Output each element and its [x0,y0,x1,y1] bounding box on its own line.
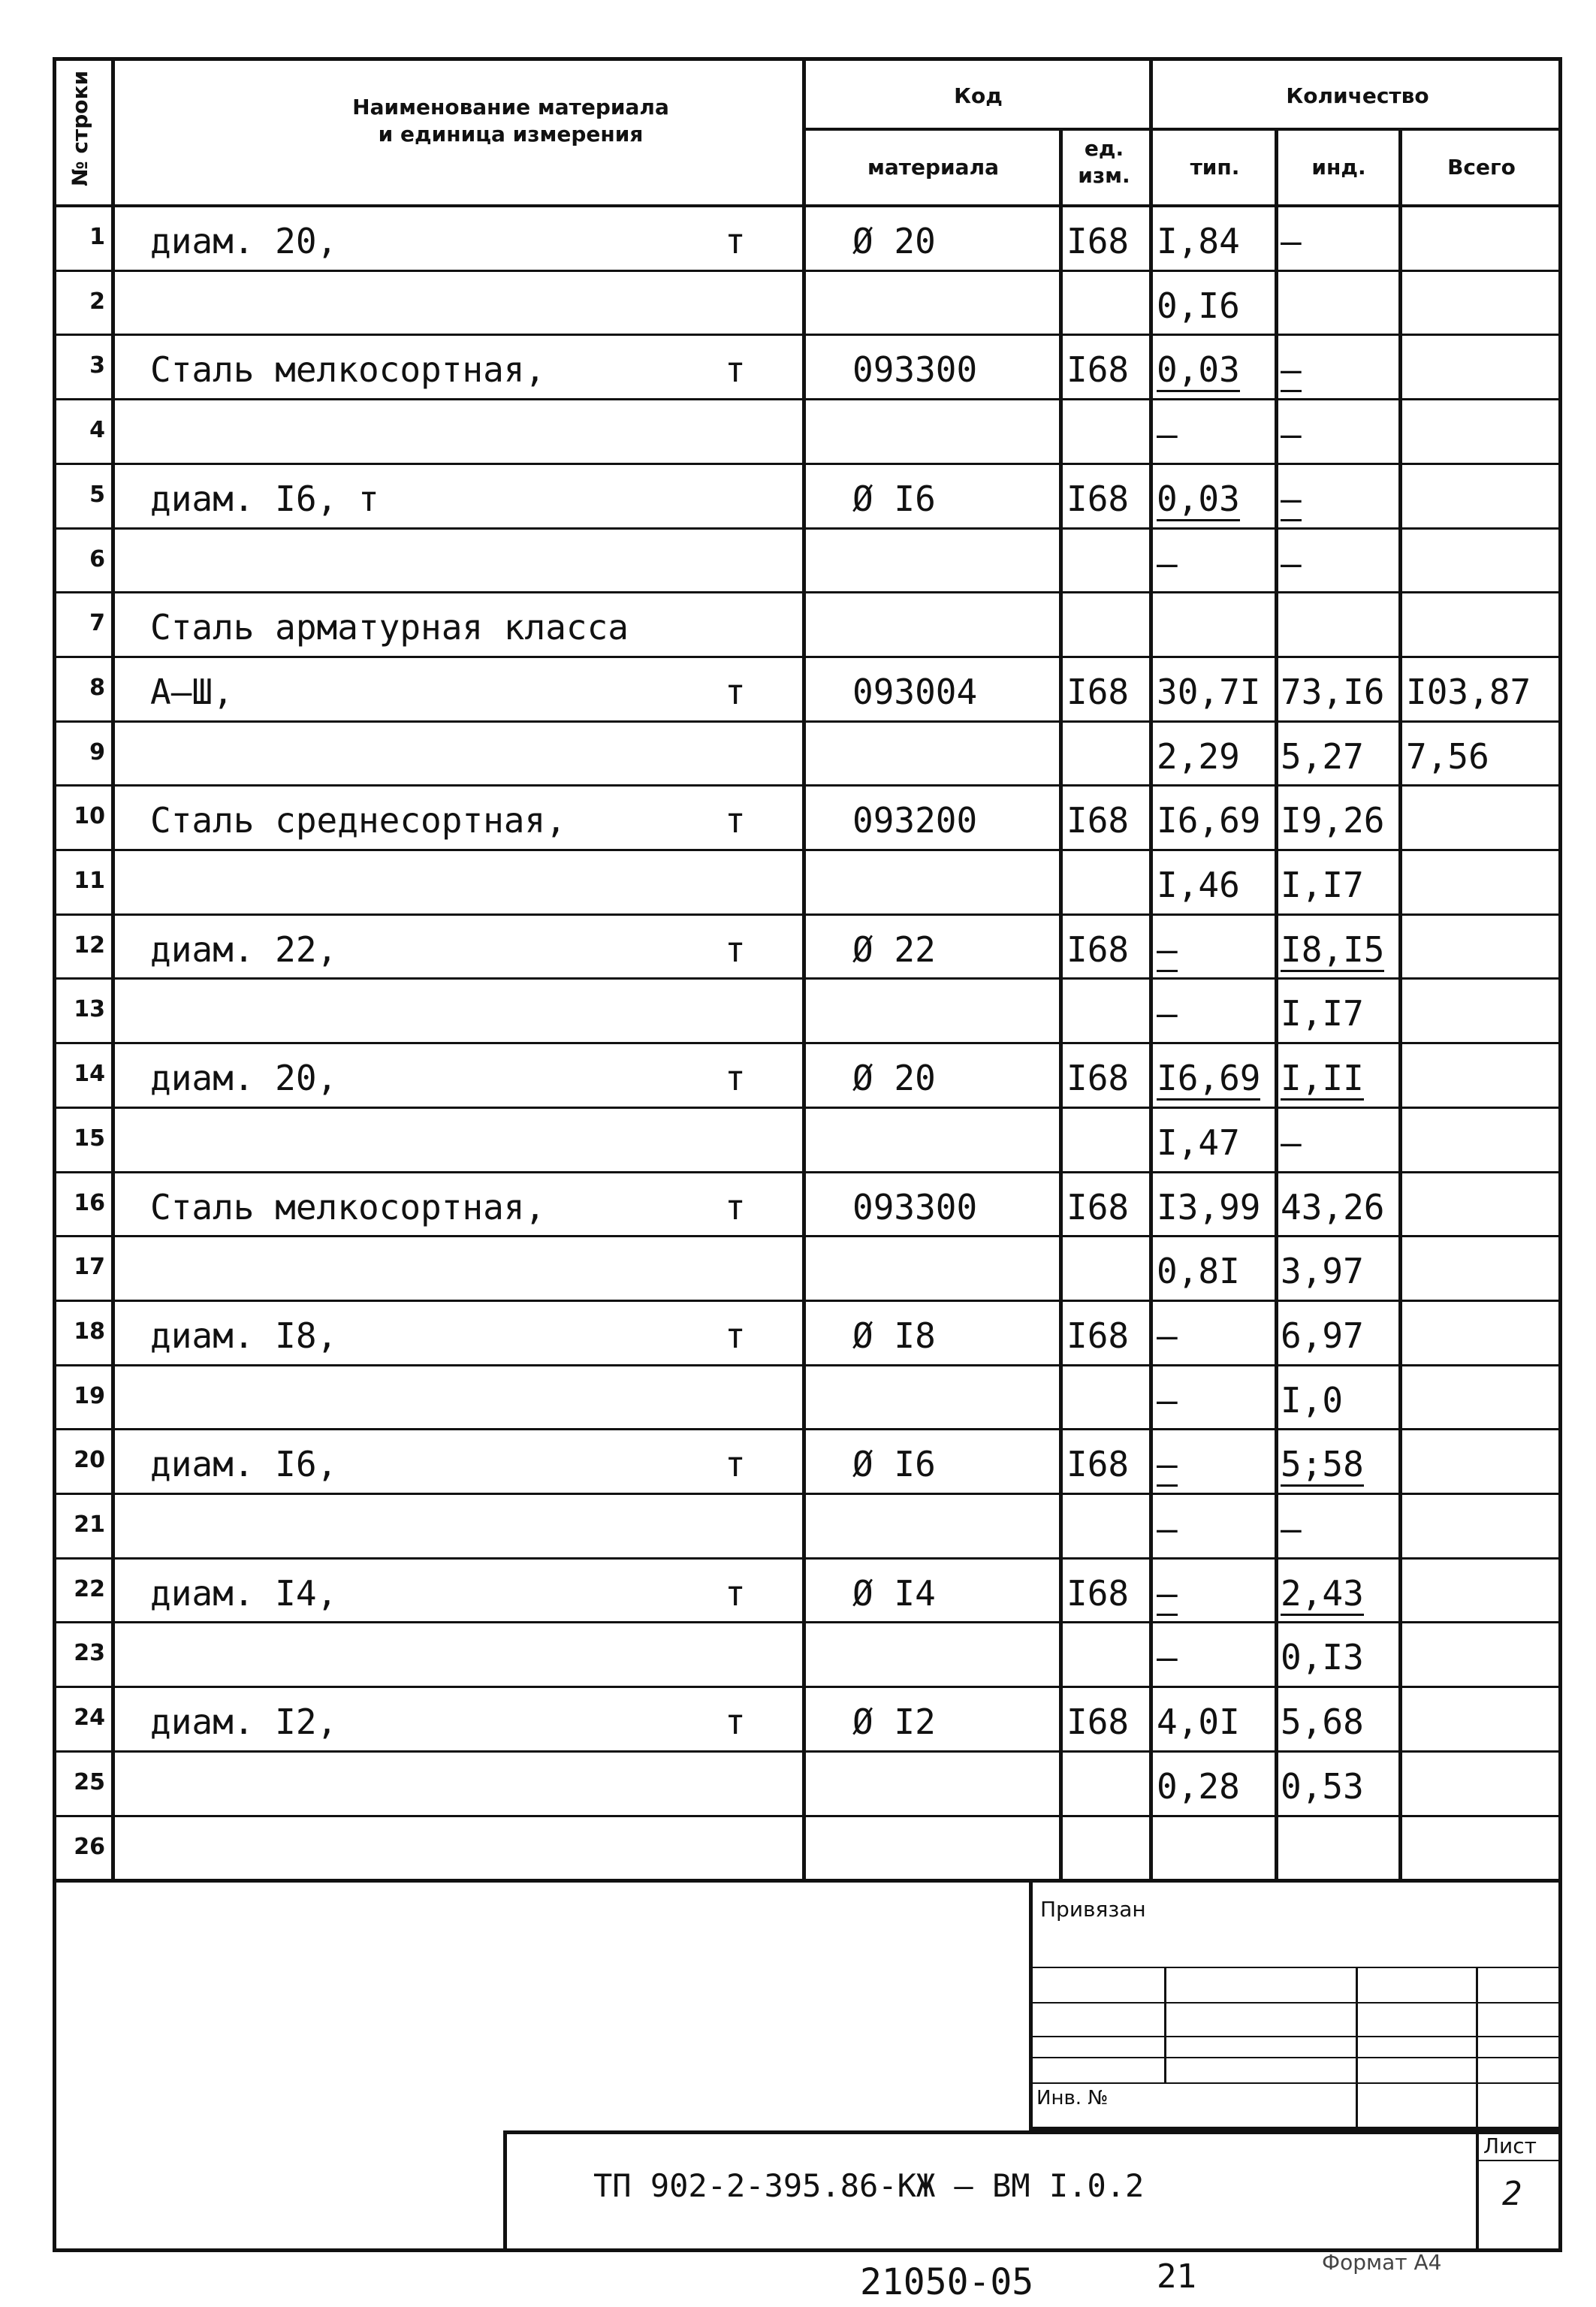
qty-typ: 0,28 [1157,1766,1240,1807]
qty-typ: 0,03 [1157,479,1240,521]
sheet-number: 2 [1502,2175,1522,2213]
qty-typ: – [1157,414,1178,454]
material-name: диам. I8, [150,1315,338,1356]
designation: ТП 902-2-395.86-КЖ – ВМ I.0.2 [593,2167,1145,2204]
qty-typ: 0,03 [1157,349,1240,392]
row-number: 14 [74,1061,105,1087]
unit-t: т [725,1315,746,1356]
qty-typ: – [1157,1444,1178,1487]
qty-typ: I6,69 [1157,800,1261,841]
qty-typ: – [1157,1508,1178,1549]
qty-ind: – [1281,221,1302,261]
qty-ind: – [1281,414,1302,454]
row-number: 16 [74,1190,105,1216]
row-divider [53,591,1562,593]
row-divider [53,1750,1562,1753]
material-header: материала [867,155,999,180]
row-number: 21 [74,1511,105,1538]
unit-code: I68 [1067,1187,1130,1227]
row-divider [53,1686,1562,1688]
unit-code: I68 [1067,929,1130,970]
typ-header: тип. [1190,155,1240,180]
code-header: Код [954,83,1003,108]
material-code: Ø 20 [852,221,936,261]
row-divider [53,1493,1562,1495]
row-divider [53,1300,1562,1302]
row-number: 13 [74,996,105,1022]
unit-code: I68 [1067,672,1130,712]
qty-typ: – [1157,1315,1178,1356]
qty-typ: 4,0I [1157,1702,1240,1742]
qty-ind: – [1281,1508,1302,1549]
qty-ind: 6,97 [1281,1315,1364,1356]
material-name: диам. I4, [150,1573,338,1614]
col-divider [1398,128,1402,1883]
row-divider [53,334,1562,336]
row-divider [53,398,1562,400]
qty-typ: 0,I6 [1157,285,1240,326]
material-name: Сталь среднесортная, [150,800,566,841]
row-divider [53,1428,1562,1430]
row-number: 1 [89,224,105,250]
unit-code: I68 [1067,1702,1130,1742]
qty-ind: I9,26 [1281,800,1385,841]
total-header: Всего [1447,155,1516,180]
qty-typ: – [1157,1573,1178,1616]
unit-code: I68 [1067,800,1130,841]
material-name: диам. 22, [150,929,338,970]
bottom-frame [53,1883,1562,2252]
unit-code: I68 [1067,221,1130,261]
qty-ind: 0,53 [1281,1766,1364,1807]
row-divider [53,1879,1562,1881]
qty-typ: 0,8I [1157,1251,1240,1291]
col-divider [1149,57,1153,1883]
material-code: Ø I6 [852,1444,936,1484]
qty-total: 7,56 [1406,736,1489,777]
material-code: 093004 [852,672,978,712]
qty-typ: I6,69 [1157,1058,1260,1101]
unit-t: т [725,800,746,841]
inv-label: Инв. № [1036,2087,1109,2109]
row-divider [53,463,1562,465]
row-divider [53,1107,1562,1109]
qty-ind: I,II [1281,1058,1364,1101]
qty-ind: 5;58 [1281,1444,1364,1487]
row-divider [53,1364,1562,1366]
row-divider [53,977,1562,980]
unit-code: I68 [1067,349,1130,390]
unit-code: I68 [1067,1058,1130,1098]
qty-ind: 5,27 [1281,736,1364,777]
footer-page: 21 [1157,2257,1196,2296]
unit-t: т [725,1702,746,1742]
qty-typ: I,84 [1157,221,1240,261]
material-code: 093300 [852,1187,978,1227]
sheet-label: Лист [1483,2133,1537,2158]
qty-typ: 2,29 [1157,736,1240,777]
col-divider [1275,128,1278,1883]
qty-typ: – [1157,993,1178,1034]
unit-t: т [725,1058,746,1098]
material-name: диам. 20, [150,221,338,261]
material-name: диам. I6, т [150,479,379,519]
unit-code: I68 [1067,479,1130,519]
row-number: 20 [74,1447,105,1473]
row-divider [53,849,1562,851]
unit-t: т [725,929,746,970]
qty-ind: 73,I6 [1281,672,1385,712]
qty-typ: I,47 [1157,1122,1240,1163]
unit-t: т [725,221,746,261]
qty-typ: – [1157,543,1178,584]
row-divider [53,1557,1562,1560]
row-number: 18 [74,1318,105,1345]
unit-t: т [725,1444,746,1484]
qty-ind: 0,I3 [1281,1637,1364,1677]
row-divider [53,720,1562,723]
unit-t: т [725,1573,746,1614]
qty-ind: – [1281,543,1302,584]
qty-typ: – [1157,1637,1178,1677]
row-divider [53,1621,1562,1623]
material-name: А–Ш, [150,672,234,712]
material-name: Сталь мелкосортная, [150,349,546,390]
material-code: Ø I4 [852,1573,936,1614]
qty-ind: 3,97 [1281,1251,1364,1291]
row-divider [53,784,1562,787]
row-divider [53,656,1562,658]
row-number: 8 [89,675,105,701]
row-number: 7 [89,610,105,636]
qty-ind: 2,43 [1281,1573,1364,1616]
row-number: 4 [89,417,105,443]
row-divider [53,1042,1562,1044]
header-divider [802,128,1562,131]
row-divider [53,1815,1562,1817]
material-code: Ø 22 [852,929,936,970]
qty-ind: I8,I5 [1281,929,1384,972]
unit-code: I68 [1067,1444,1130,1484]
material-code: Ø I2 [852,1702,936,1742]
material-name: Сталь мелкосортная, [150,1187,546,1227]
header-bottom [53,204,1562,207]
quantity-header: Количество [1286,83,1429,108]
material-code: Ø I6 [852,479,936,519]
row-divider [53,270,1562,272]
row-number: 19 [74,1383,105,1409]
col-divider [802,57,806,1883]
material-name: диам. 20, [150,1058,338,1098]
qty-ind: – [1281,479,1302,521]
qty-ind: I,0 [1281,1380,1344,1421]
unit-t: т [725,349,746,390]
row-number: 3 [89,352,105,379]
name-header: Наименование материала и единица измерения [352,95,669,146]
material-name: диам. I2, [150,1702,338,1742]
row-number: 15 [74,1125,105,1152]
row-number: 9 [89,739,105,765]
row-number: 26 [74,1834,105,1860]
row-number: 10 [74,803,105,829]
qty-typ: I,46 [1157,865,1240,905]
bound-label: Привязан [1040,1897,1146,1922]
row-number: 6 [89,546,105,572]
material-code: 093200 [852,800,978,841]
qty-typ: – [1157,929,1178,972]
row-number: 5 [89,482,105,508]
unit-t: т [725,1187,746,1227]
row-number: 23 [74,1640,105,1666]
qty-total: I03,87 [1406,672,1531,712]
row-number: 2 [89,288,105,315]
row-number: 22 [74,1576,105,1602]
row-number: 17 [74,1254,105,1280]
material-code: 093300 [852,349,978,390]
footer-number: 21050-05 [860,2261,1034,2303]
qty-typ: I3,99 [1157,1187,1261,1227]
row-number-header: № строки [68,70,92,186]
material-code: Ø I8 [852,1315,936,1356]
unit-code: I68 [1067,1315,1130,1356]
qty-ind: – [1281,349,1302,392]
row-divider [53,1171,1562,1173]
qty-ind: 43,26 [1281,1187,1385,1227]
qty-ind: I,I7 [1281,993,1364,1034]
col-divider [1059,128,1063,1883]
row-number: 24 [74,1705,105,1731]
col-divider [111,57,115,1883]
row-divider [53,527,1562,530]
qty-ind: – [1281,1122,1302,1163]
row-number: 11 [74,868,105,894]
row-number: 25 [74,1769,105,1795]
row-divider [53,913,1562,916]
ind-header: инд. [1311,155,1366,180]
row-number: 12 [74,932,105,959]
row-divider [53,1235,1562,1237]
unit-t: т [725,672,746,712]
qty-typ: – [1157,1380,1178,1421]
qty-ind: I,I7 [1281,865,1364,905]
unit-code: I68 [1067,1573,1130,1614]
qty-typ: 30,7I [1157,672,1261,712]
material-code: Ø 20 [852,1058,936,1098]
unit-header: ед. изм. [1078,136,1130,188]
qty-ind: 5,68 [1281,1702,1364,1742]
material-name: Сталь арматурная класса [150,607,629,648]
footer-format: Формат А4 [1322,2250,1442,2275]
material-name: диам. I6, [150,1444,338,1484]
